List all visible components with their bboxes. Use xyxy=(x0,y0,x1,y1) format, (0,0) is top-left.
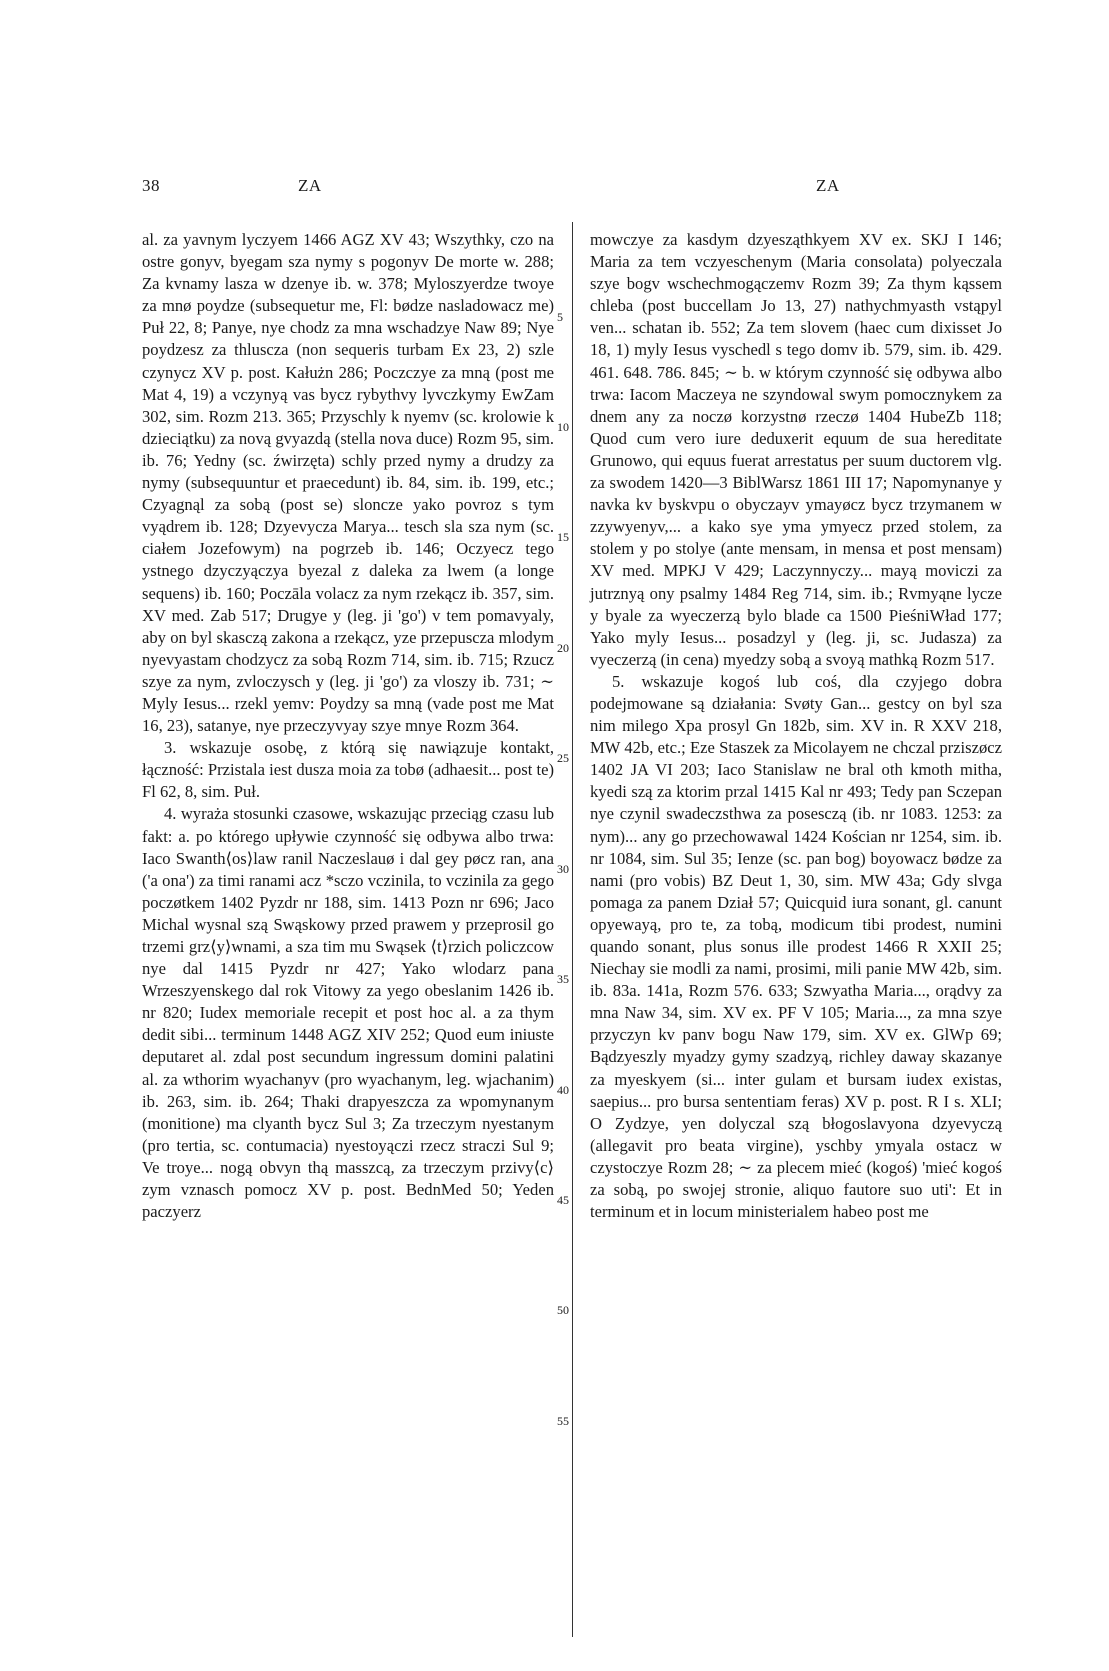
line-number: 40 xyxy=(557,1083,569,1097)
line-number: 30 xyxy=(557,862,569,876)
line-number: 50 xyxy=(557,1303,569,1317)
line-number: 35 xyxy=(557,972,569,986)
line-number: 5 xyxy=(557,310,563,324)
running-head-right: ZA xyxy=(816,176,840,195)
line-number: 25 xyxy=(557,751,569,765)
right-column xyxy=(590,229,1002,1223)
line-number: 45 xyxy=(557,1193,569,1207)
column-divider xyxy=(572,222,573,1637)
right-paragraph-sense-5: 5. wskazuje kogoś lub coś, dla czyjego dobra podejmowane są działania: Svøty Gan... gestcy on byl sza nim milego Xpa prosyl Gn 182b, sim. XV in. R XXV 218, MW 42b, etc.; Eze Staszek za Micolayem ne chczal prziszøcz 1402 JA VI 203; Iaco Stanislaw ne bral oth kmoth mitha, kyedi szą za ktorim przal 1415 Kal nr 493; Tedy pan Sczepan nye czynil swadeczsthwa za posesczą (ib. nr 1083. 1253: za nym)... any go przechowawal 1424 Kościan nr 1254, sim. ib. nr 1084, sim. Sul 35; Ienze (sc. pan bog) boyowacz bødze za nami (pro vobis) BZ Deut 1, 30, sim. MW 43a; Gdy slvga pomaga za panem Dział 57; Quicquid iura sonant, gl. canunt opyewayą, pro te, za tobą, modicum tibi prodest, numini quando sonant, plus sonus ille prodest 1466 R XXII 25; Niechay sie modli za nami, prosimi, mili panie MW 42b, sim. ib. 83a. 141a, Rozm 576. 633; Szwyatha Maria..., orądvy za mna Naw 34, sim. XV ex. PF V 105; Maria..., za mna szye przyczyn kv panv bogu Naw 179, sim. XV ex. GlWp 69; Bądzyeszly myadzy gymy szadzyą, richley daway skazanye za myeskyem (si... inter gulam et bursam iudex existas, saepius... pro bursa sententiam feras) XV p. post. R I s. XLI; O Zydzye, yen dolyczal szą błogoslavyona dzyevyczą (allegavit pro beata virgine), yschby ymyala ostacz w czystoczye Rozm 28; ∼ za plecem mieć (kogoś) 'mieć kogoś za sobą, po swojej stronie, aliquo fautore suo uti': Et in terminum et in locum ministerialem habeo post me xyxy=(590,671,1002,1222)
right-paragraph-1: mowczye za kasdym dzyesząthkyem XV ex. SKJ I 146; Maria za tem vczyeschenym (Maria consolata) polyeczala szye bogv wschechmogączemv Rozm 39; Za thym kąssem chleba (post buccellam Jo 13, 27) nathychmyasth vstąpyl ven... schatan ib. 552; Za tem slovem (haec cum dixisset Jo 18, 1) myly Iesus vyschedl s tego domv ib. 579, sim. ib. 429. 461. 648. 786. 845; ∼ b. w którym czynność się odbywa albo trwa: Iacom Maczeya ne szyndowal swym pomocznykem za dnem any za noczø korzystnø rzeczø 1404 HubeZb 118; Quod cum vero iure deduxerit equum de sua hereditate Grunowo, qui equus fuerat arrestatus per suum ductorem vlg. za swodem 1420—3 BiblWarsz 1861 III 17; Napomynanye y navka kv byskvpu o obyczayv ymayøcz bycz trzymanem w zzywyenyv,... a kako sye yma ymyecz przed stolem, za stolem y po stolye (ante mensam, in mensa et post mensam) XV med. MPKJ V 429; Laczynnyczy... mayą moviczi za jutrznyą ony psalmy 1484 Reg 714, sim. ib.; Rvmyąne lycze y byale za wyeczerzą bylo blade ca 1500 PieśniWład 177; Yako myly Iesus... posadzyl y (leg. ji, sc. Judasza) za vyeczerzą (in cena) myedzy sobą a svoyą mathką Rozm 517. xyxy=(590,230,1002,669)
line-number: 20 xyxy=(557,641,569,655)
left-paragraph-sense-3: 3. wskazuje osobę, z którą się nawiązuje kontakt, łączność: Przistala iest dusza moia za tobø (adhaesit... post te) Fl 62, 8, sim. Puł. xyxy=(142,738,554,802)
left-paragraph-1: al. za yavnym lyczyem 1466 AGZ XV 43; Wszythky, czo na ostre gonyv, byegam sza nymy s pogonyv De morte w. 288; Za kvnamy lasza w dzenye ib. w. 378; Myloszyerdze twoye za mnø poydze (subsequetur me, Fl: bødze nasladowacz me) Puł 22, 8; Panye, nye chodz za mna wschadzye Naw 89; Nye poydzesz za thluscza (non sequeris turbam Ex 23, 2) szle czynycz XV p. post. Kałużn 286; Poczczye za mną (post me Mat 4, 19) a vczynyą vas bycz rybythvy lyvczkymy EwZam 302, sim. Rozm 213. 365; Przyschly k nyemv (sc. krolowie k dzieciątku) za novą gvyazdą (stella nova duce) Rozm 95, sim. ib. 76; Yedny (sc. źwirzęta) schly przed nymy a drudzy za nymy (subsequuntur et praecedunt) ib. 84, sim. ib. 199, etc.; Czyagnąl za sobą (post se) sloncze yako povroz s tym vyądrem ib. 128; Dzyevycza Marya... tesch sla sza nym (sc. ciałem Jozefowym) na pogrzeb ib. 146; Oczyecz tego ystnego dzyczyączya byezal z daleka za lwem (a longe sequens) ib. 160; Poczāla volacz za nym rzekącz ib. 357, sim. XV med. Zab 517; Drugye y (leg. ji 'go') v tem pomavyaly, aby on byl skasczą zakona a rzekącz, yze przepuscza mlodym nyevyastam chodzycz za sobą Rozm 714, sim. ib. 715; Rzucz szye za nym, zvloczysch y (leg. ji 'go') za vloszy ib. 731; ∼ Myly Iesus... rzekl yemv: Poydzy sa mną (vade post me Mat 16, 23), satanye, nye przeczyvyay szye mnye Rozm 364. xyxy=(142,230,554,736)
running-head-left: ZA xyxy=(298,176,322,195)
page-number: 38 xyxy=(142,176,160,195)
left-column xyxy=(142,229,554,1223)
line-number: 15 xyxy=(557,530,569,544)
line-number: 10 xyxy=(557,420,569,434)
left-paragraph-sense-4: 4. wyraża stosunki czasowe, wskazując przeciąg czasu lub fakt: a. po którego upływie czynność się odbywa albo trwa: Iaco Swanth⟨os⟩law ranil Naczeslauø i dal gey pøcz ran, ana ('a ona') za timi ranami acz *sczo vczinila, to vczinila za gego poczøtkem 1402 Pyzdr nr 188, sim. 1413 Pozn nr 696; Jaco Michal wysnal szą Swąskowy przed prawem y przeprosil go trzemi grz⟨y⟩wnami, a sza tim mu Swąsek ⟨t⟩rzich policzcow nye dal 1415 Pyzdr nr 427; Yako wlodarz pana Wrzeszyenskego dal rok Vitowy za yego obeslanim 1426 ib. nr 820; Iudex memoriale recepit et post hoc al. a za thym dedit sibi... terminum 1448 AGZ XIV 252; Quod eum iniuste deputaret al. zdal post secundum ingressum domini palatini al. za wthorim wyachanyv (pro wyachanym, leg. wjachanim) ib. 263, sim. ib. 264; Thaki drapyeszcza za wpomynanym (monitione) ma clyanth bycz Sul 3; Za trzeczym nyestanym (pro tertia, sc. contumacia) nyestoyączi rzecz straczi Sul 9; Ve troye... nogą obvyn thą masszcą, za trzeczym przivy⟨c⟩zym vznasch pomocz XV p. post. BednMed 50; Yeden paczyerz xyxy=(142,804,554,1222)
line-number: 55 xyxy=(557,1414,569,1428)
